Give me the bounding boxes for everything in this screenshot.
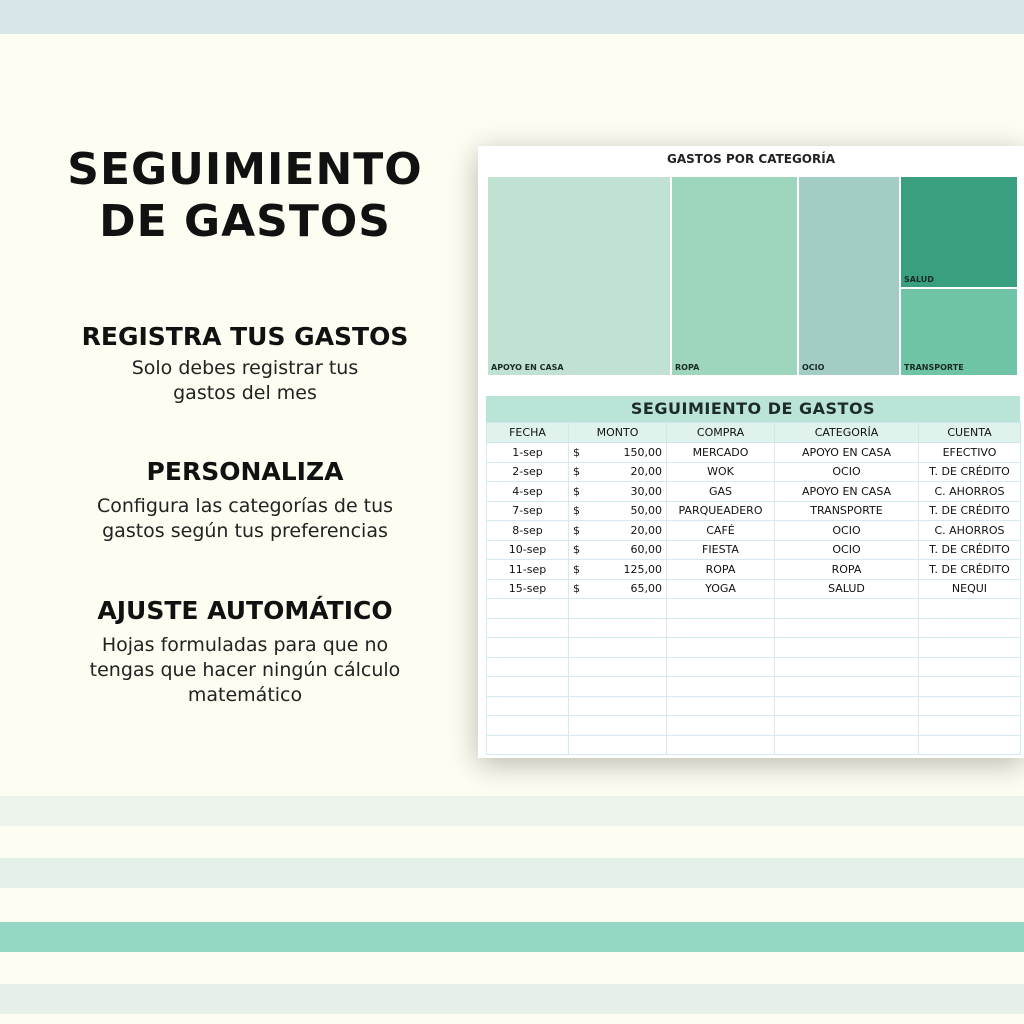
cell-fecha[interactable]: 1-sep [487,443,569,463]
cell-categoria[interactable]: OCIO [775,521,919,541]
currency-symbol: $ [573,465,580,479]
treemap-cell-ropa [672,177,797,375]
empty-cell[interactable] [775,657,919,677]
cell-categoria[interactable]: TRANSPORTE [775,501,919,521]
empty-cell[interactable] [919,657,1021,677]
empty-cell[interactable] [569,657,667,677]
empty-cell[interactable] [569,716,667,736]
feature-line: tengas que hacer ningún cálculo [89,659,401,681]
stripe [0,984,1024,1014]
cell-categoria[interactable]: APOYO EN CASA [775,482,919,502]
empty-cell[interactable] [487,716,569,736]
amount-value: 65,00 [630,582,662,596]
empty-cell[interactable] [569,618,667,638]
empty-cell[interactable] [775,696,919,716]
column-header: FECHA [487,423,569,443]
cell-cuenta[interactable]: C. AHORROS [919,521,1021,541]
empty-cell[interactable] [487,657,569,677]
cell-monto[interactable] [569,443,667,463]
empty-row [487,638,1021,658]
cell-compra[interactable]: YOGA [667,579,775,599]
empty-row [487,599,1021,619]
empty-cell[interactable] [487,618,569,638]
table-row [487,540,1021,560]
treemap-cell-apoyo-en-casa [488,177,670,375]
empty-cell[interactable] [569,599,667,619]
feature-line: gastos según tus preferencias [102,520,388,542]
table-row [487,443,1021,463]
cell-fecha[interactable]: 10-sep [487,540,569,560]
cell-categoria[interactable]: OCIO [775,462,919,482]
empty-cell[interactable] [919,618,1021,638]
table-header-row [487,423,1021,443]
amount-value: 30,00 [630,484,662,498]
cell-compra[interactable]: PARQUEADERO [667,501,775,521]
amount-value: 125,00 [623,562,662,576]
amount-value: 20,00 [630,523,662,537]
empty-cell[interactable] [775,735,919,755]
cell-categoria[interactable]: ROPA [775,560,919,580]
cell-cuenta[interactable]: C. AHORROS [919,482,1021,502]
empty-row [487,716,1021,736]
empty-cell[interactable] [487,638,569,658]
cell-categoria[interactable]: SALUD [775,579,919,599]
cell-cuenta[interactable]: T. DE CRÉDITO [919,540,1021,560]
cell-fecha[interactable]: 8-sep [487,521,569,541]
table-row [487,462,1021,482]
currency-symbol: $ [573,484,580,498]
treemap-cell-salud [901,177,1017,287]
empty-cell[interactable] [569,735,667,755]
empty-row [487,657,1021,677]
feature-line: gastos del mes [173,382,317,404]
empty-cell[interactable] [569,677,667,697]
promo-title [40,144,450,248]
currency-symbol: $ [573,523,580,537]
column-header: CATEGORÍA [775,423,919,443]
empty-cell[interactable] [667,716,775,736]
cell-monto[interactable] [569,540,667,560]
cell-cuenta[interactable]: T. DE CRÉDITO [919,462,1021,482]
feature-text [40,494,450,544]
empty-cell[interactable] [919,638,1021,658]
amount-value: 150,00 [623,445,662,459]
title-line: DE GASTOS [99,196,391,247]
currency-symbol: $ [573,445,580,459]
empty-cell[interactable] [667,638,775,658]
empty-row [487,618,1021,638]
cell-compra[interactable]: FIESTA [667,540,775,560]
empty-cell[interactable] [919,735,1021,755]
empty-cell[interactable] [775,677,919,697]
amount-value: 50,00 [630,504,662,518]
title-line: SEGUIMIENTO [67,144,423,195]
table-row [487,560,1021,580]
feature-text [40,633,450,708]
empty-cell[interactable] [667,599,775,619]
feature-line: Configura las categorías de tus [96,495,394,517]
cell-fecha[interactable]: 11-sep [487,560,569,580]
feature-heading: AJUSTE AUTOMÁTICO [97,596,393,625]
stripe [0,796,1024,826]
amount-value: 20,00 [630,465,662,479]
empty-row [487,696,1021,716]
spreadsheet-preview [478,146,1024,758]
cell-compra[interactable]: MERCADO [667,443,775,463]
empty-cell[interactable] [569,638,667,658]
currency-symbol: $ [573,582,580,596]
cell-cuenta[interactable]: T. DE CRÉDITO [919,501,1021,521]
cell-compra[interactable]: ROPA [667,560,775,580]
empty-cell[interactable] [487,735,569,755]
cell-fecha[interactable]: 15-sep [487,579,569,599]
feature-text [40,356,450,406]
top-band [0,0,1024,34]
cell-monto[interactable] [569,579,667,599]
treemap-label: TRANSPORTE [904,363,964,372]
cell-cuenta[interactable]: NEQUI [919,579,1021,599]
empty-cell[interactable] [487,696,569,716]
cell-monto[interactable] [569,462,667,482]
feature-line: Hojas formuladas para que no [101,634,389,656]
empty-cell[interactable] [487,599,569,619]
cell-fecha[interactable]: 7-sep [487,501,569,521]
table-title: SEGUIMIENTO DE GASTOS [486,396,1020,422]
currency-symbol: $ [573,543,580,557]
empty-cell[interactable] [775,716,919,736]
cell-cuenta[interactable]: T. DE CRÉDITO [919,560,1021,580]
empty-cell[interactable] [919,696,1021,716]
table-row [487,501,1021,521]
cell-fecha[interactable]: 2-sep [487,462,569,482]
feature-heading: PERSONALIZA [146,457,344,486]
currency-symbol: $ [573,562,580,576]
amount-value: 60,00 [630,543,662,557]
cell-monto[interactable] [569,482,667,502]
cell-cuenta[interactable]: EFECTIVO [919,443,1021,463]
currency-symbol: $ [573,504,580,518]
stripe [0,858,1024,888]
cell-monto[interactable] [569,501,667,521]
cell-compra[interactable]: WOK [667,462,775,482]
treemap-label: ROPA [675,363,700,372]
empty-cell[interactable] [919,716,1021,736]
treemap-cell-ocio [799,177,899,375]
feature-line: matemático [187,684,303,706]
cell-compra[interactable]: CAFÉ [667,521,775,541]
empty-cell[interactable] [775,599,919,619]
empty-cell[interactable] [919,599,1021,619]
expenses-table [486,422,1021,755]
empty-cell[interactable] [667,618,775,638]
cell-categoria[interactable]: OCIO [775,540,919,560]
table-row [487,521,1021,541]
empty-row [487,677,1021,697]
cell-compra[interactable]: GAS [667,482,775,502]
cell-fecha[interactable]: 4-sep [487,482,569,502]
chart-title: GASTOS POR CATEGORÍA [667,152,835,166]
table-row [487,482,1021,502]
empty-cell[interactable] [667,677,775,697]
stripe [0,922,1024,952]
table-row [487,579,1021,599]
cell-monto[interactable] [569,521,667,541]
empty-row [487,735,1021,755]
treemap-label: SALUD [904,275,934,284]
cell-categoria[interactable]: APOYO EN CASA [775,443,919,463]
empty-cell[interactable] [667,696,775,716]
empty-cell[interactable] [919,677,1021,697]
empty-cell[interactable] [775,618,919,638]
empty-cell[interactable] [667,657,775,677]
treemap-label: OCIO [802,363,825,372]
feature-line: Solo debes registrar tus [131,357,359,379]
cell-monto[interactable] [569,560,667,580]
feature-heading: REGISTRA TUS GASTOS [81,322,409,351]
empty-cell[interactable] [487,677,569,697]
empty-cell[interactable] [667,735,775,755]
treemap-label: APOYO EN CASA [491,363,564,372]
empty-cell[interactable] [775,638,919,658]
column-header: MONTO [569,423,667,443]
empty-cell[interactable] [569,696,667,716]
column-header: CUENTA [919,423,1021,443]
column-header: COMPRA [667,423,775,443]
treemap-cell-transporte [901,289,1017,375]
